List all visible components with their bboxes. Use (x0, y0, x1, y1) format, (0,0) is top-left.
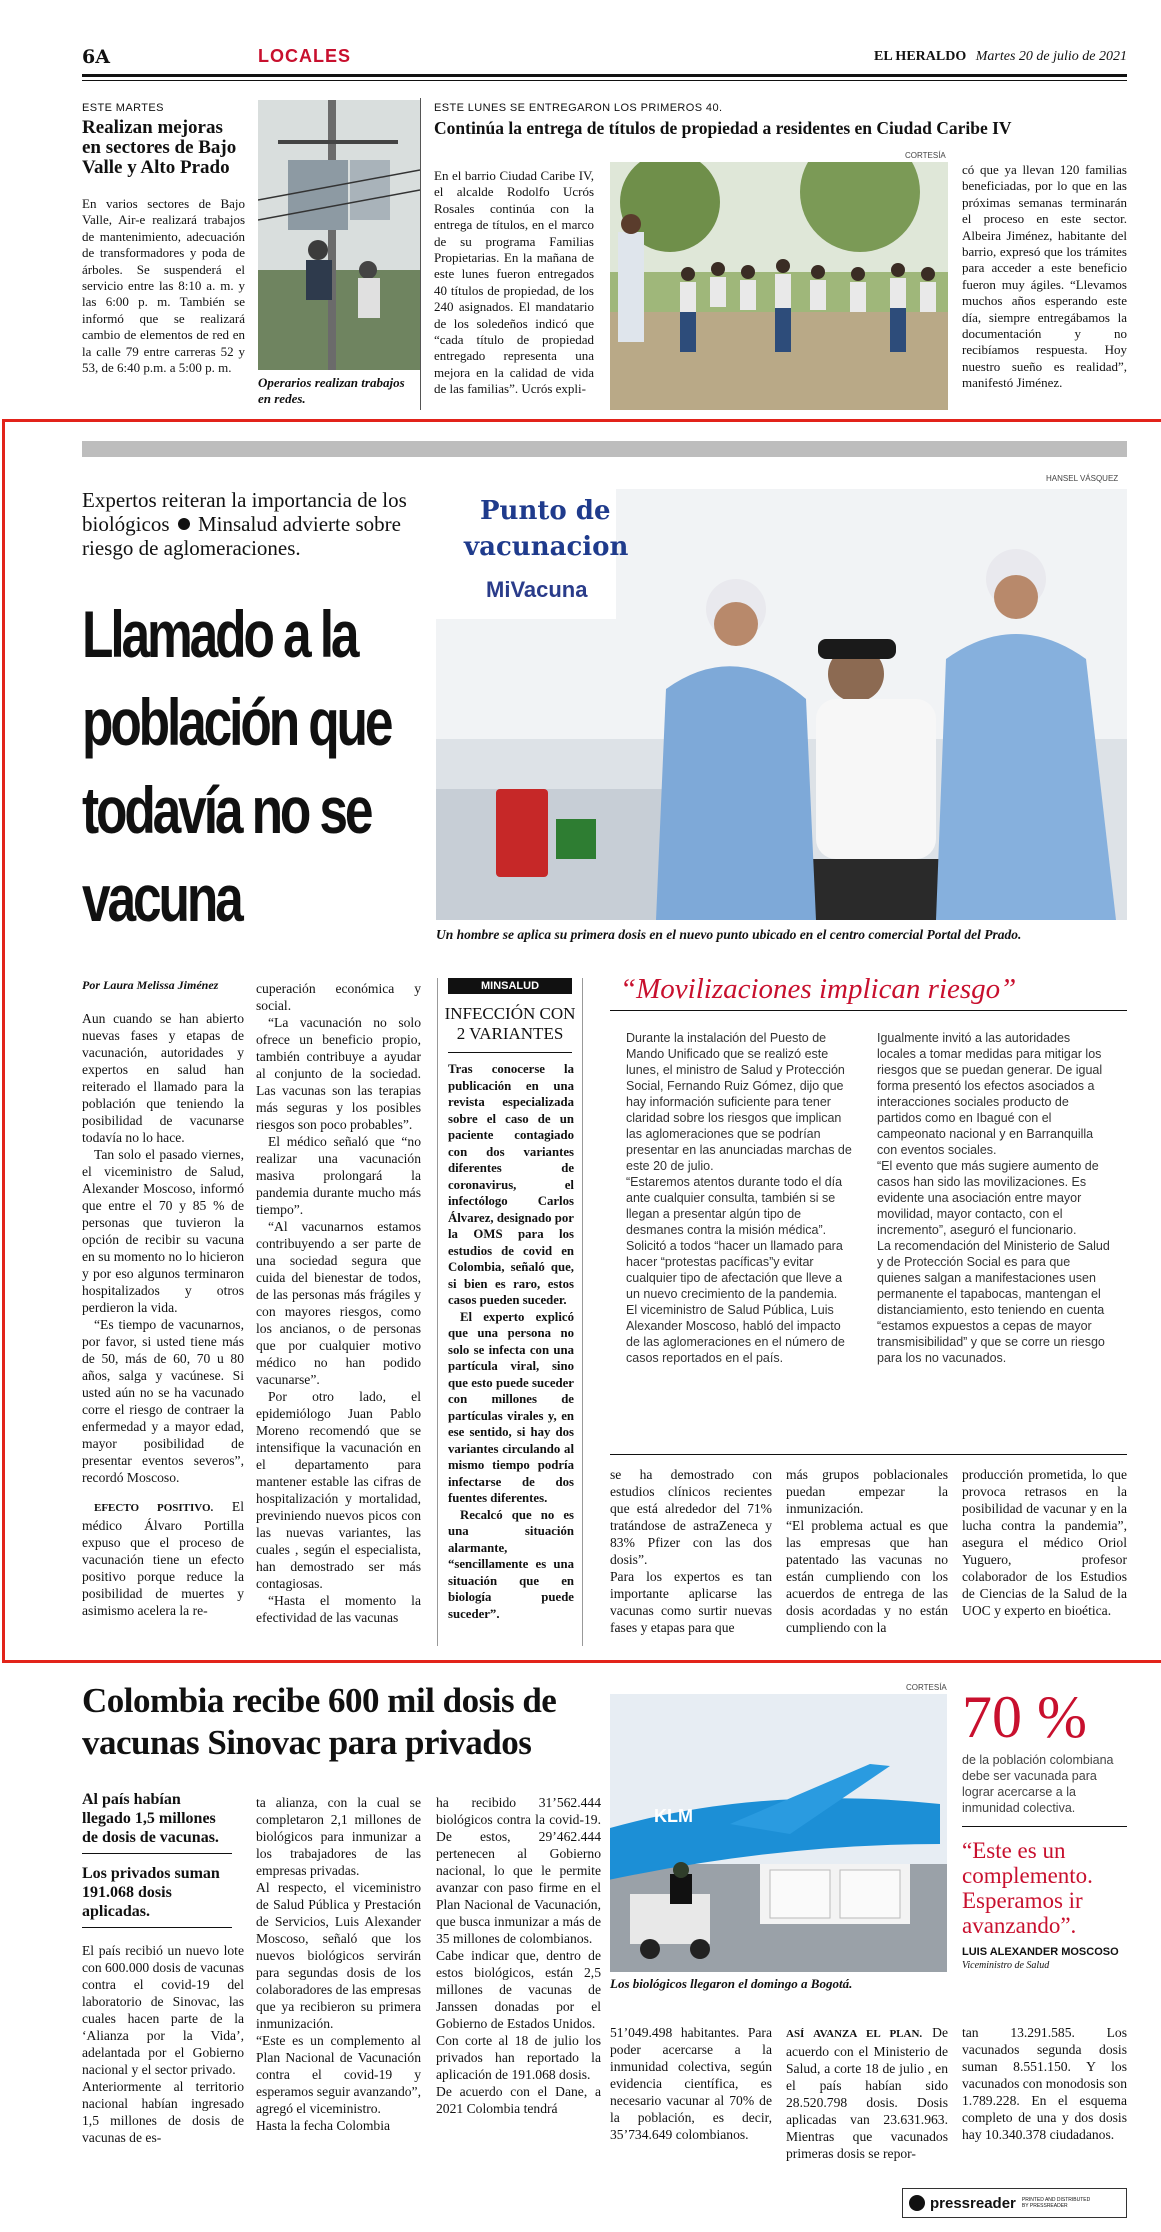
newspaper-name: EL HERALDO (874, 49, 967, 64)
box-label: MINSALUD (448, 978, 572, 994)
photo-workers (258, 100, 420, 370)
paragraph: Tan solo el pasado viernes, el viceministro de Salud, Alexander Moscoso, informó que entre el 70 y 85 % de personas que tuvieron la opción de recibir su vacuna en su momento no lo hicieron y por eso algunos terminaron hospitalizados y otros perdieron la vida. (82, 1147, 244, 1315)
column-divider (420, 98, 421, 410)
photo-caption: Los biológicos llegaron el domingo a Bogotá. (610, 1976, 853, 1991)
sidebar-box (437, 978, 583, 1646)
headline: Colombia recibe 600 mil dosis de vacunas Sinovac para privados (82, 1681, 557, 1762)
quote-author: LUIS ALEXANDER MOSCOSO (962, 1946, 1119, 1958)
bullet-icon (178, 518, 190, 530)
paragraph: El médico señaló que “no realizar una vacunación masiva prolongará la pandemia durante mucho más tiempo”. (256, 1134, 421, 1217)
kicker: ESTE MARTES (82, 102, 164, 114)
summary-2: Los privados suman 191.068 dosis aplicadas. (82, 1864, 232, 1928)
paragraph: EFECTO POSITIVO. El médico Álvaro Portilla expuso que el proceso de vacunación tiene un efecto positivo porque reduce la posibilidad de muertes y asimismo acelera la re- (82, 1499, 244, 1618)
subheadline: “Movilizaciones implican riesgo” (620, 973, 1017, 1005)
section-label: LOCALES (258, 46, 352, 66)
paragraph: “La vacunación no solo ofrece un beneficio propio, también contribuye a ayudar al conjunto de la sociedad. Las vacunas son las terapias más seguras y los posibles riesgos son poco probables”. (256, 1015, 421, 1132)
photo-caption: Operarios realizan trabajos en redes. (258, 375, 405, 406)
pressreader-icon (909, 2195, 925, 2211)
photo-title-delivery (610, 162, 948, 410)
quote-role: Viceministro de Salud (962, 1960, 1050, 1971)
deck-line-1: Expertos reiteran la importancia de los biológicos (82, 488, 407, 536)
kicker: ESTE LUNES SE ENTREGARON LOS PRIMEROS 40. (434, 102, 723, 114)
article-column-1 (82, 1010, 244, 1619)
page-header (82, 44, 1127, 74)
pressreader-badge (902, 2188, 1127, 2218)
header-rule-thin (82, 80, 1127, 81)
article-column-5: más grupos poblacionales puedan empezar la inmunización. “El problema actual es que las empresas que han patentado las vacunas no están cumpliendo con los acuerdos de entrega de las dosis acordadas y no están cumpliendo con la (786, 1467, 948, 1635)
paragraph: Aun cuando se han abierto nuevas fases y etapas de vacunación, autoridades y expertos en salud han reiterado el llamado para la población que teniendo la posibilidad de vacunarse todavía no lo hace. (82, 1011, 244, 1145)
photo-credit: HANSEL VÁSQUEZ (1046, 474, 1119, 483)
section-lead: ASÍ AVANZA EL PLAN. (786, 2028, 923, 2040)
pull-quote: “Este es un complemento. Esperamos ir avanzando”. (962, 1838, 1093, 1938)
plane-logo: KLM (654, 1806, 693, 1826)
deck (82, 488, 422, 560)
sidebar-text: Igualmente invitó a las autoridades locales a tomar medidas para mitigar los riesgos que se puedan generar. De igual forma presentó los efectos asociados a interacciones sociales producto de partidos como en Ibagué con el campeonato nacional y en Barranquilla con eventos sociales. “El evento que más sugiere aumento de casos han sido las movilizaciones. Es evidente una asociación entre mayor movilidad, mayor contacto, con el incremento”, aseguró el funcionario. La recomendación del Ministerio de Salud y de Protección Social es para que quienes salgan a manifestaciones usen permanente el tapabocas, mantengan el distanciamiento, esto teniendo en cuenta “estamos expuestos a cepas de mayor transmisibilidad” y que se corre un riesgo para los no vacunados. (877, 1031, 1110, 1365)
rule (962, 1826, 1127, 1827)
deck-line-2: Minsalud advierte sobre riesgo de aglomeraciones. (82, 512, 401, 560)
box-body (438, 1061, 582, 1622)
article-column-2 (256, 980, 421, 1626)
stat-value: 70 % (962, 1684, 1087, 1750)
paragraph: cuperación económica y social. (256, 981, 421, 1013)
article-column-2: ta alianza, con la cual se completaron 2,1 millones de biológicos para inmunizar a los trabajadores de las empresas privadas. Al respecto, el viceministro de Salud Pública y Prestación de Servicios, Luis Alexander Moscoso, señaló que los nuevos biológicos servirán para segundas dosis de los colaboradores de las empresas que ya recibieron su primera inmunización. “Este es un complemento al Plan Nacional de Vacunación contra el covid-19 y esperamos seguir avanzando”, agregó el viceministro. Hasta la fecha Colombia (256, 1795, 421, 2133)
box-title: INFECCIÓN CON 2 VARIANTES (444, 1004, 576, 1043)
paragraph: Por otro lado, el epidemiólogo Juan Pablo Moreno recomendó que se intensifique la vacunación en el departamento para mantener estable las cifras de hospitalización y mortalidad, previniendo nuevos picos con las nuevas variantes, las cuales , según el especialista, han demostrado ser más contagiosas. (256, 1389, 421, 1591)
pressreader-note: PRINTED AND DISTRIBUTED BY PRESSREADER (1021, 2197, 1091, 2209)
paragraph: “Hasta el momento la efectividad de las vacunas (256, 1593, 421, 1625)
article-column-6: tan 13.291.585. Los vacunados segunda dosis suman 8.551.150. Y los vacunados con monodosis son 1.789.228. En el esquema completo de una y dos dosis hay 10.340.378 ciudadanos. (962, 2025, 1127, 2142)
article-column-5: ASÍ AVANZA EL PLAN. De acuerdo con el Ministerio de Salud, a corte 18 de julio , en el país habían sido 28.520.798 dosis. Dosis aplicadas van 23.631.963. Mientras que vacunados primeras dosis se repor- (786, 2025, 948, 2161)
byline: Por Laura Melissa Jiménez (82, 978, 219, 992)
photo-credit: CORTESÍA (906, 1683, 947, 1692)
article-body: En varios sectores de Bajo Valle, Air-e realizará trabajos de mantenimiento, adecuación de transformadores y poda de árboles. Se suspenderá el servicio entre las 8:10 a. m. y las 6:00 p. m. También se informó que se realizará cambio de elementos de red en la calle 79 entre carreras 52 y 53, de 6:40 p.m. a 5:00 p. m. (82, 196, 245, 376)
sidebar-text: Durante la instalación del Puesto de Mando Unificado que se realizó este lunes, el ministro de Salud y Protección Social, Fernando Ruiz Gómez, dijo que hay información suficiente para tener claridad sobre los riesgos que implican las aglomeraciones que se podrían presentar en las anunciadas marchas de este 20 de julio. “Estaremos atentos durante todo el día ante cualquier consulta, también si se llegan a presentar algún tipo de desmanes contra la misión médica”. Solicitó a todos “hacer un llamado para hacer “protestas pacíficas”y evitar cualquier tipo de afectación que lleve a un nuevo crecimiento de la pandemia. El viceministro de Salud Pública, Luis Alexander Moscoso, habló del impacto de las aglomeraciones en el número de casos reportados en el país. (626, 1031, 852, 1365)
sign-brand: MiVacuna (486, 577, 588, 602)
photo-plane (610, 1694, 947, 1972)
article-column-4: 51’049.498 habitantes. Para poder acercarse a la inmunidad colectiva, según evidencia científica, es necesario vacunar al 70% de la población, es decir, 35’734.649 colombianos. (610, 2025, 772, 2142)
article-body: có que ya llevan 120 familias beneficiadas, por lo que en las próximas semanas terminarán el proceso en este sector. Albeira Jiménez, habitante del barrio, expresó que los trámites para acceder a este beneficio fueron muy ágiles. “Llevamos muchos años esperando este día, siempre entregábamos la documentación y no recibíamos respuesta. Hoy nuestro sueño es realidad”, manifestó Jiménez. (962, 162, 1127, 391)
rule (610, 1010, 1127, 1011)
sign-text-2: vacunacion (464, 532, 629, 562)
photo-caption: Un hombre se aplica su primera dosis en el nuevo punto ubicado en el centro comercial Portal del Prado. (436, 927, 1022, 942)
page-date: Martes 20 de julio de 2021 (975, 49, 1127, 64)
article-body: En el barrio Ciudad Caribe IV, el alcalde Rodolfo Ucrós Rosales continúa con la entrega de títulos, en el marco de su programa Familias Propietarias. En la mañana de este lunes fueron entregados 40 títulos de propiedad, de los 240 asignados. El mandatario de los soledeños indicó que “cada título de propiedad entregado representa una mejora en la calidad de vida de las familias”. Ucrós expli- (434, 168, 594, 397)
article-column-3: ha recibido 31’562.444 biológicos contra la covid-19. De estos, 29’462.444 pertenecen al Gobierno nacional, lo que le permite avanzar con paso firme en el Plan Nacional de Vacunación, que busca inmunizar a más de 35 millones de colombianos. Cabe indicar que, dentro de estos biológicos, están 2,5 millones de vacunas de Janssen donadas por el Gobierno de Estados Unidos. Con corte al 18 de julio los privados han reportado la aplicación de 191.068 dosis. De acuerdo con el Dane, a 2021 Colombia tendrá (436, 1795, 601, 2116)
photo-vaccination (436, 489, 1127, 920)
stat-text: de la población colombiana debe ser vacunada para lograr acercarse a la inmunidad colectiva. (962, 1753, 1114, 1815)
sign-text-1: Punto de (480, 496, 611, 526)
article-column-6: producción prometida, lo que provoca retrasos en la posibilidad de vacunar y en la lucha contra la pandemia”, asegura el médico Oriol Yuguero, profesor colaborador de los Estudios de Ciencias de la Salud de la UOC y experto en bioética. (962, 1467, 1127, 1618)
pressreader-logo: pressreader (930, 2194, 1016, 2212)
section-lead: EFECTO POSITIVO. (94, 1502, 214, 1514)
headline: Realizan mejoras en sectores de Bajo Valle y Alto Prado (82, 117, 237, 178)
paragraph: El experto explicó que una persona no solo se infecta con una partícula viral, sino que esto puede suceder con millones de partículas virales y, en ese sentido, si hay dos variantes circulando al mismo tiempo podría infectarse de dos fuentes diferentes. (448, 1309, 574, 1505)
page-number: 6A (82, 46, 110, 68)
paragraph: Recalcó que no es una situación alarmante, “sencillamente es una situación que en biología puede suceder”. (448, 1507, 574, 1621)
summary-1: Al país habían llegado 1,5 millones de dosis de vacunas. (82, 1790, 232, 1854)
header-rule (82, 74, 1127, 77)
paragraph: “Al vacunarnos estamos contribuyendo a ser parte de una sociedad segura que cuida del bienestar de todos, de las personas más frágiles y con mayores riesgos, como los ancianos, o de personas que por cualquier motivo médico no han podido vacunarse”. (256, 1219, 421, 1387)
article-column-4: se ha demostrado con estudios clínicos recientes que está alrededor del 71% tratándose de astraZeneca y 83% Pfizer con las dos dosis”. Para los expertos es tan importante aplicarse las vacunas como surtir nuevas fases y etapas para que (610, 1467, 772, 1635)
headline: Continúa la entrega de títulos de propiedad a residentes en Ciudad Caribe IV (434, 118, 1012, 138)
section-bar (82, 441, 1127, 457)
paragraph: “Es tiempo de vacunarnos, por favor, si usted tiene más de 50, más de 60, 70 u 80 años, salga y vacúnese. Si usted aún no se ha vacunado corre el riesgo de contraer la enfermedad y a mayor edad, mayor posibilidad de presentar eventos severos”, recordó Moscoso. (82, 1317, 244, 1485)
main-headline: Llamado a la población que todavía no se vacuna (82, 597, 391, 935)
rule (610, 1454, 1127, 1455)
article-column-1: El país recibió un nuevo lote con 600.000 dosis de vacunas contra el covid-19 del laboratorio de Sinovac, las cuales hacen parte de la ‘Alianza por la Vida’, adelantada por el Gobierno nacional y el sector privado. Anteriormente al territorio nacional habían ingresado 1,5 millones de dosis de vacunas de es- (82, 1943, 244, 2145)
photo-credit: CORTESÍA (905, 151, 946, 160)
paragraph: Tras conocerse la publicación en una revista especializada sobre el caso de un paciente contagiado con dos variantes diferentes de coronavirus, el infectólogo Carlos Álvarez, designado por la OMS para los estudios de covid en Colombia, señaló que, si bien es raro, estos casos pueden suceder. (448, 1062, 574, 1307)
